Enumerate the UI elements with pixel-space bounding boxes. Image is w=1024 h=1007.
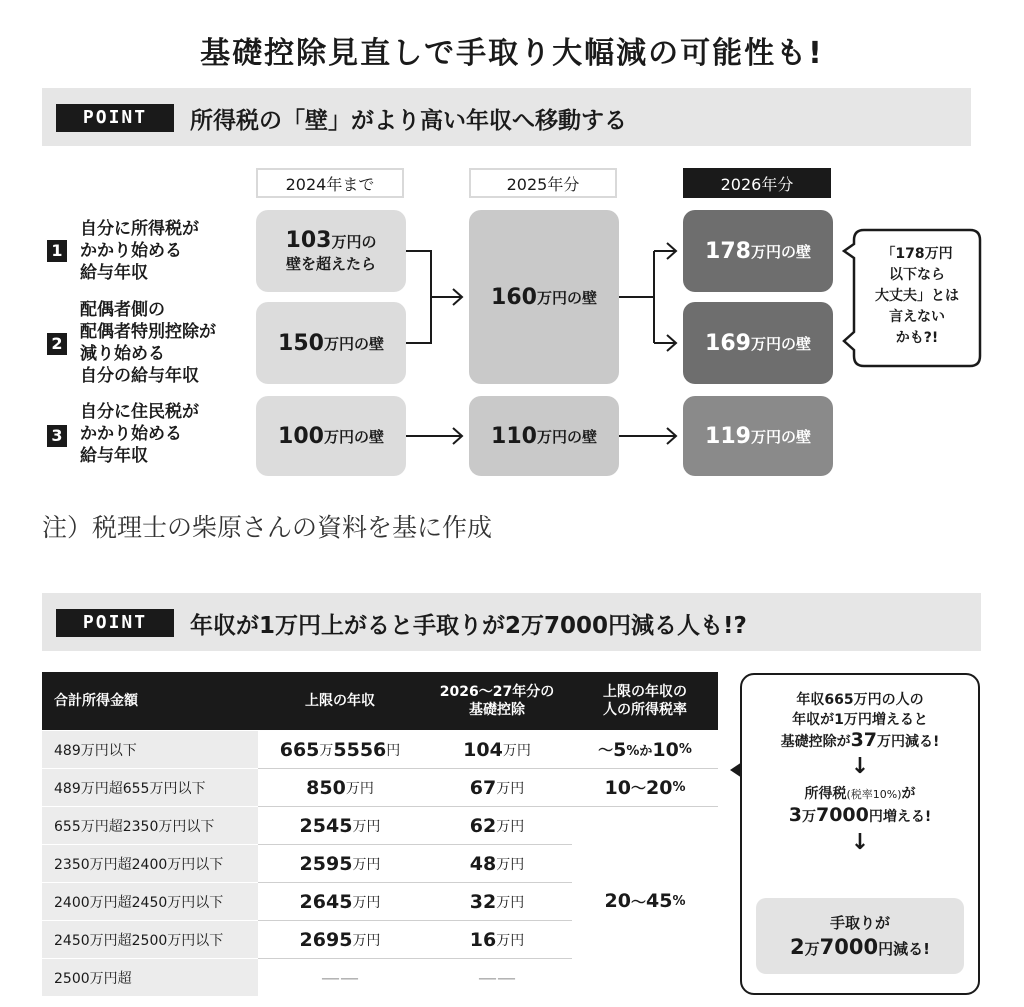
text-part: 円増える! (868, 809, 932, 825)
wall-value: 119 (705, 423, 751, 449)
row-number-3: 3 (47, 425, 67, 447)
arrow-row3-a (406, 428, 462, 444)
table-row-income-cap (258, 845, 422, 882)
cell-part: 円 (386, 742, 401, 759)
text-part: 万 (801, 809, 816, 825)
table-header-tax-rate (572, 672, 718, 730)
col-head-2024: 2024年まで (256, 168, 404, 198)
cell-part: 5556 (333, 738, 387, 761)
wall-value: 160 (491, 284, 537, 310)
cell-part: 67 (469, 776, 497, 799)
text-part: 7000 (815, 804, 869, 826)
bubble-line: 言えない (889, 309, 945, 325)
bubble-line: 「178万円 (881, 246, 953, 262)
rate-part: 10 (604, 776, 631, 799)
table-header-total-income (42, 672, 258, 730)
wall-unit: 万円の壁 (536, 288, 597, 307)
cell-part: 万円 (496, 932, 525, 949)
row-label-2-line: 配偶者特別控除が (80, 322, 216, 342)
cell-part: 万 (319, 742, 334, 759)
bubble-text (856, 244, 978, 349)
callout-line (742, 730, 978, 752)
wall-unit: 万円の壁 (750, 242, 811, 261)
callout-line: 手取りが (829, 914, 890, 932)
text-part: 37 (850, 729, 878, 751)
table-row-income-cap (258, 959, 422, 996)
table-row-deduction (422, 769, 572, 806)
col-head-2026: 2026年分 (683, 168, 831, 198)
table-row-income-cap (258, 921, 422, 958)
wall-unit: 万円の壁 (536, 427, 597, 446)
wall-value: 150 (278, 330, 324, 356)
row-label-1-line: 自分に所得税が (80, 219, 199, 239)
table-row-label: 2450万円超2500万円以下 (42, 921, 258, 958)
merge-line (406, 251, 431, 343)
bubble-line: 以下なら (889, 267, 945, 283)
wall-line2: 壁を超えたら (285, 255, 376, 273)
rate-part: 45 (645, 890, 673, 912)
table-row-deduction (422, 959, 572, 996)
cell-part: 万円 (496, 894, 525, 911)
bubble-line: かも?! (895, 330, 939, 346)
point2-text: 年収が1万円上がると手取りが2万7000円減る人も!? (190, 613, 747, 639)
text-part: 万 (804, 940, 820, 958)
table-row-label: 2350万円超2400万円以下 (42, 845, 258, 882)
point2-bar (42, 593, 981, 651)
rate-part: 10 (652, 738, 679, 761)
page-title: 基礎控除見直しで手取り大幅減の可能性も! (200, 36, 824, 71)
rate-part: % (672, 780, 686, 795)
cell-part: 62 (469, 814, 497, 837)
down-arrow-icon: ↓ (850, 830, 870, 855)
callout-result-box (756, 898, 964, 974)
callout-line: 年収665万円の人の (796, 692, 924, 708)
cell-part: 万円 (352, 932, 381, 949)
cell-part: 万円 (496, 818, 525, 835)
header-text: 上限の年収 (305, 693, 375, 709)
rate-part: ～ (630, 892, 646, 911)
row-label-2-line: 自分の給与年収 (80, 366, 199, 386)
text-part: 7000 (819, 935, 879, 959)
table-row-income-cap (258, 731, 422, 768)
wall-value: 110 (491, 423, 537, 449)
cell-part: 万円 (352, 818, 381, 835)
table-row-income-cap (258, 769, 422, 806)
wall-unit: 万円の壁 (750, 334, 811, 353)
wall-value: 178 (705, 238, 751, 264)
cell-part: 万円 (496, 780, 525, 797)
wall-value: 100 (278, 423, 324, 449)
wall-unit: 万円の壁 (750, 427, 811, 446)
wall-unit: 万円の壁 (323, 334, 384, 353)
header-text: 上限の年収の 人の所得税率 (603, 684, 687, 718)
rate-part: ～ (598, 741, 614, 759)
header-text: 合計所得金額 (54, 693, 138, 709)
table-row-deduction (422, 845, 572, 882)
callout-line (742, 784, 978, 805)
tax-rate-2 (572, 769, 718, 806)
text-part: 3 (788, 804, 802, 826)
table-row-deduction (422, 731, 572, 768)
table-row-deduction (422, 921, 572, 958)
cell-part: 万円 (352, 894, 381, 911)
cell-part: 16 (469, 928, 497, 951)
cell-part: 万円 (502, 742, 531, 759)
cell-part: 665 (279, 738, 320, 761)
rate-part: %か (626, 744, 653, 759)
cell-part: 104 (463, 738, 503, 761)
cell-part: 2695 (299, 928, 353, 951)
rate-part: ～ (630, 779, 646, 797)
row-label-2-line: 配偶者側の (80, 300, 165, 320)
row-label-3-line: 自分に住民税が (80, 402, 199, 422)
cell-part: 850 (306, 776, 346, 799)
cell-part: 万円 (345, 780, 374, 797)
table-header-income-cap (258, 672, 422, 730)
text-part: 所得税 (804, 786, 847, 802)
text-part: が (901, 786, 916, 802)
table-row-label: 2500万円超 (42, 959, 258, 996)
callout-line (756, 935, 964, 961)
cell-part: 2645 (299, 890, 353, 913)
table-row-label: 489万円以下 (42, 731, 258, 768)
rate-part: 20 (645, 776, 673, 799)
bubble-line: 大丈夫」とは (875, 288, 959, 304)
row-label-2-line: 減り始める (80, 344, 165, 364)
row-label-1-line: かかり始める (80, 241, 182, 261)
table-row-income-cap (258, 883, 422, 920)
header-text: 2026～27年分の 基礎控除 (439, 684, 555, 718)
col-head-2025: 2025年分 (469, 168, 617, 198)
text-part: 円減る! (878, 940, 930, 958)
table-row-label: 489万円超655万円以下 (42, 769, 258, 806)
rate-part: 5 (613, 738, 627, 761)
rate-part: 20 (604, 890, 631, 912)
rate-part: % (672, 893, 686, 909)
arrow-row3-b (619, 428, 676, 444)
split-line (619, 251, 676, 343)
row-number-1: 1 (47, 240, 67, 262)
cell-part: 万円 (496, 856, 525, 873)
table-row-label: 655万円超2350万円以下 (42, 807, 258, 844)
wall-unit: 万円の (331, 233, 377, 251)
row-label-1-line: 給与年収 (80, 263, 148, 283)
table-row-deduction (422, 807, 572, 844)
tax-rate-1 (572, 731, 718, 768)
text-part: 基礎控除が (780, 734, 851, 750)
text-part: 万円減る! (877, 734, 940, 750)
source-note: 注）税理士の柴原さんの資料を基に作成 (42, 513, 493, 542)
cell-part: —— (321, 966, 359, 989)
point1-badge: POINT (56, 104, 174, 132)
row-label-3-line: 給与年収 (80, 446, 148, 466)
text-part: (税率10%) (846, 788, 902, 801)
down-arrow-icon: ↓ (850, 754, 870, 779)
row-label-3-line: かかり始める (80, 424, 182, 444)
cell-part: 32 (469, 890, 497, 913)
point2-badge: POINT (56, 609, 174, 637)
rate-part: % (678, 742, 692, 757)
row-number-2: 2 (47, 333, 67, 355)
text-part: 2 (790, 935, 805, 959)
table-header-deduction (422, 672, 572, 730)
cell-part: 48 (469, 852, 497, 875)
table-row-label: 2400万円超2450万円以下 (42, 883, 258, 920)
callout-line (742, 805, 978, 827)
callout-line: 年収が1万円増えると (792, 712, 928, 728)
tax-rate-3 (572, 807, 718, 995)
wall-value: 103 (285, 228, 332, 253)
wall-value: 169 (705, 330, 751, 356)
point1-text: 所得税の「壁」がより高い年収へ移動する (190, 108, 627, 134)
cell-part: —— (478, 966, 516, 989)
cell-part: 万円 (352, 856, 381, 873)
table-row-income-cap (258, 807, 422, 844)
cell-part: 2545 (299, 814, 353, 837)
wall-unit: 万円の壁 (323, 427, 384, 446)
callout-text (742, 690, 978, 859)
table-row-deduction (422, 883, 572, 920)
cell-part: 2595 (299, 852, 353, 875)
